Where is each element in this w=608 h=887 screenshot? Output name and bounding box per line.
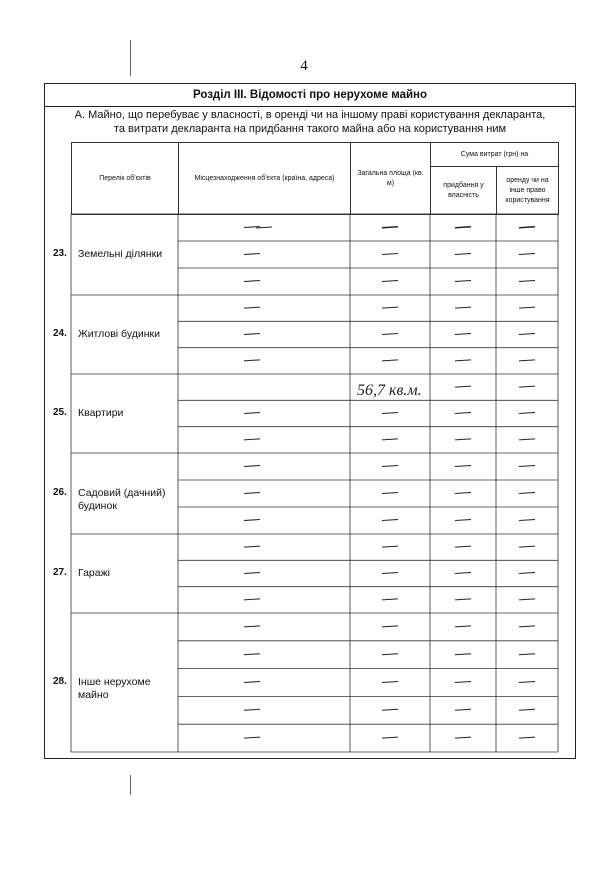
empty-dash (382, 493, 398, 494)
empty-dash (382, 334, 398, 335)
empty-dash (244, 626, 260, 627)
empty-dash (455, 626, 471, 627)
empty-dash (382, 654, 398, 655)
empty-dash (244, 439, 260, 440)
empty-dash (244, 307, 260, 308)
empty-dash (382, 709, 398, 710)
empty-dash (519, 682, 535, 683)
empty-dash (382, 413, 398, 414)
empty-dash (244, 493, 260, 494)
empty-dash (244, 281, 260, 282)
empty-dash (519, 466, 535, 467)
empty-dash (455, 466, 471, 467)
empty-dash (519, 281, 535, 282)
empty-dash (455, 413, 471, 414)
empty-dash (244, 413, 260, 414)
empty-dash (382, 254, 398, 255)
empty-dash (519, 626, 535, 627)
empty-dash (455, 281, 471, 282)
empty-dash (244, 520, 260, 521)
empty-dash (382, 682, 398, 683)
empty-dash (244, 709, 260, 710)
empty-dash (244, 254, 260, 255)
empty-dash (519, 546, 535, 547)
empty-dash (455, 654, 471, 655)
empty-dash (519, 386, 535, 387)
empty-dash (244, 466, 260, 467)
empty-dash (455, 599, 471, 600)
table-grid-lines (45, 84, 575, 760)
category-number: 26. (53, 486, 67, 498)
category-name: Гаражі (78, 566, 110, 579)
empty-dash (455, 737, 471, 738)
category-name: Земельні ділянки (78, 247, 163, 260)
empty-dash (455, 386, 471, 387)
empty-dash (455, 493, 471, 494)
empty-dash (519, 493, 535, 494)
empty-dash (519, 254, 535, 255)
empty-dash (382, 737, 398, 738)
category-number: 23. (53, 247, 67, 259)
col-rent-header: оренду чи на інше право користування (497, 167, 559, 215)
empty-dash (382, 360, 398, 361)
empty-dash (455, 334, 471, 335)
empty-dash (382, 520, 398, 521)
empty-dash (519, 737, 535, 738)
empty-dash (244, 546, 260, 547)
declaration-frame (44, 83, 576, 759)
category-number: 27. (53, 566, 67, 578)
empty-dash (382, 599, 398, 600)
empty-dash (519, 573, 535, 574)
empty-dash (244, 737, 260, 738)
category-name: Садовий (дачний) будинок (78, 486, 166, 512)
col-purchase-header: придбання у власність (431, 167, 497, 215)
empty-dash (455, 360, 471, 361)
category-number: 28. (53, 675, 67, 687)
empty-dash (455, 520, 471, 521)
empty-dash (519, 360, 535, 361)
empty-dash (519, 307, 535, 308)
handwritten-area: 56,7 кв.м. (357, 382, 422, 399)
empty-dash (519, 599, 535, 600)
empty-dash (455, 546, 471, 547)
empty-dash (455, 307, 471, 308)
category-name: Житлові будинки (78, 327, 160, 340)
page-number: 4 (300, 58, 308, 74)
empty-dash (382, 626, 398, 627)
col-location-header: Місцезнаходження об'єкта (країна, адреса) (179, 143, 351, 215)
empty-dash (244, 334, 260, 335)
empty-dash (455, 439, 471, 440)
empty-dash (519, 413, 535, 414)
col-area-header: Загальна площа (кв. м) (351, 143, 431, 215)
empty-dash (455, 709, 471, 710)
empty-dash (244, 599, 260, 600)
empty-dash (519, 520, 535, 521)
empty-dash (244, 573, 260, 574)
empty-dash (382, 281, 398, 282)
empty-dash (455, 254, 471, 255)
col-expenses-header: Сума витрат (грн) на (431, 143, 559, 167)
category-name: Квартири (78, 406, 124, 419)
empty-dash (519, 709, 535, 710)
category-number: 24. (53, 327, 67, 339)
empty-dash (455, 573, 471, 574)
empty-dash (382, 439, 398, 440)
section-title: Розділ ІІІ. Відомості про нерухоме майно (45, 84, 575, 107)
empty-dash (382, 307, 398, 308)
subsection-line2: та витрати декларанта на придбання такого майна або на користування ним (113, 123, 507, 135)
empty-dash (256, 227, 272, 228)
empty-dash (244, 654, 260, 655)
empty-dash (519, 334, 535, 335)
category-number: 25. (53, 406, 67, 418)
col-list-header: Перелік об'єктів (72, 143, 179, 215)
empty-dash (244, 360, 260, 361)
empty-dash (455, 682, 471, 683)
empty-dash (382, 546, 398, 547)
category-name: Інше нерухоме майно (78, 675, 151, 701)
empty-dash (382, 573, 398, 574)
empty-dash (382, 466, 398, 467)
subsection-line1: А. Майно, що перебуває у власності, в оренді чи на іншому праві користування декларанта, (74, 109, 546, 121)
empty-dash (244, 227, 260, 228)
empty-dash (519, 654, 535, 655)
empty-dash (519, 439, 535, 440)
empty-dash (244, 682, 260, 683)
